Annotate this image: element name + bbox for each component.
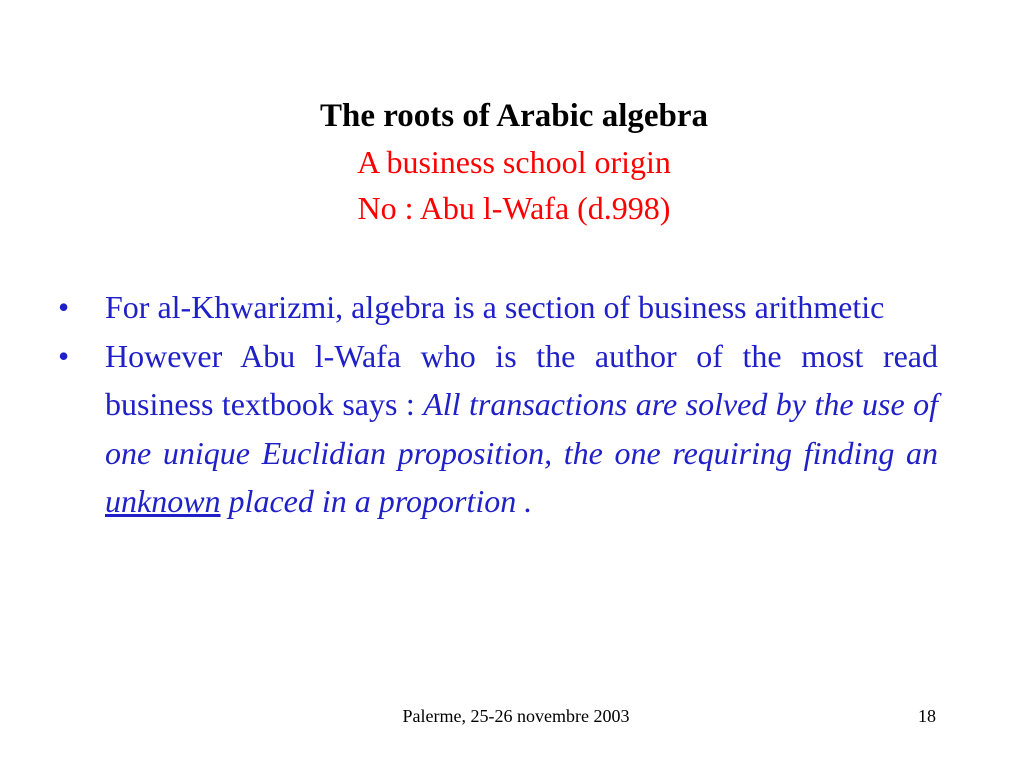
slide-title: The roots of Arabic algebra <box>319 98 709 134</box>
bullet-quote-part-2: placed in a proportion . <box>220 483 533 519</box>
bullet-quote-unknown: unknown <box>105 483 221 519</box>
bullet-list <box>58 283 938 526</box>
bullet-text-plain: However Abu l-Wafa who is the author of the most read business textbook says : <box>105 337 938 422</box>
slide-subtitle-origin: A business school origin <box>357 144 671 180</box>
bullet-quote-part-1: All transactions are solved by the use of one unique Euclidian proposition, the one requiring finding an <box>105 386 939 471</box>
bullet-dot-icon: • <box>58 289 70 325</box>
bullet-item-khwarizmi <box>58 283 938 332</box>
bullet-item-abu-l-wafa <box>58 332 938 526</box>
slide-subtitle-abu-l-wafa: No : Abu l-Wafa (d.998) <box>357 190 671 226</box>
footer-page-number: 18 <box>918 706 936 726</box>
bullet-text: For al-Khwarizmi, algebra is a section of business arithmetic <box>105 289 885 325</box>
slide-title-block <box>0 94 1024 232</box>
footer-venue-date: Palerme, 25-26 novembre 2003 <box>402 706 630 726</box>
bullet-dot-icon: • <box>58 337 70 374</box>
